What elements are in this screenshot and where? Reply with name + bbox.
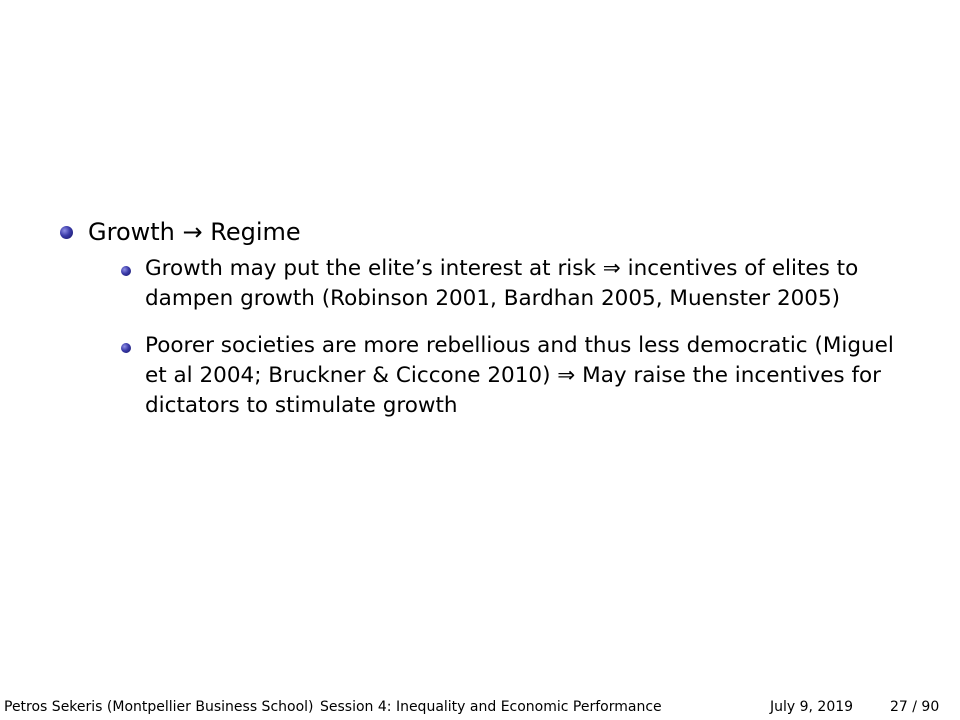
bullet-icon	[60, 226, 73, 239]
sub-bullet-icon	[121, 266, 131, 276]
sub-bullet-line: dampen growth (Robinson 2001, Bardhan 2005, Muenster 2005)	[145, 286, 841, 311]
footer-title: Session 4: Inequality and Economic Performance	[320, 699, 662, 715]
sub-bullet-icon	[121, 343, 131, 353]
footer-page-number: 27 / 90	[890, 699, 940, 715]
sub-bullet-line: Growth may put the elite’s interest at risk ⇒ incentives of elites to	[145, 256, 859, 281]
sub-bullet-item-2	[145, 331, 935, 421]
sub-bullet-line: et al 2004; Bruckner & Ciccone 2010) ⇒ May raise the incentives for	[145, 363, 882, 388]
slide-footer	[0, 694, 960, 720]
sub-bullet-line: Poorer societies are more rebellious and thus less democratic (Miguel	[145, 333, 894, 358]
sub-bullet-line: dictators to stimulate growth	[145, 393, 458, 418]
bullet-heading: Growth → Regime	[88, 218, 301, 246]
footer-author: Petros Sekeris (Montpellier Business School)	[4, 699, 314, 715]
sub-bullet-item-1	[145, 254, 935, 314]
footer-date: July 9, 2019	[770, 699, 854, 715]
